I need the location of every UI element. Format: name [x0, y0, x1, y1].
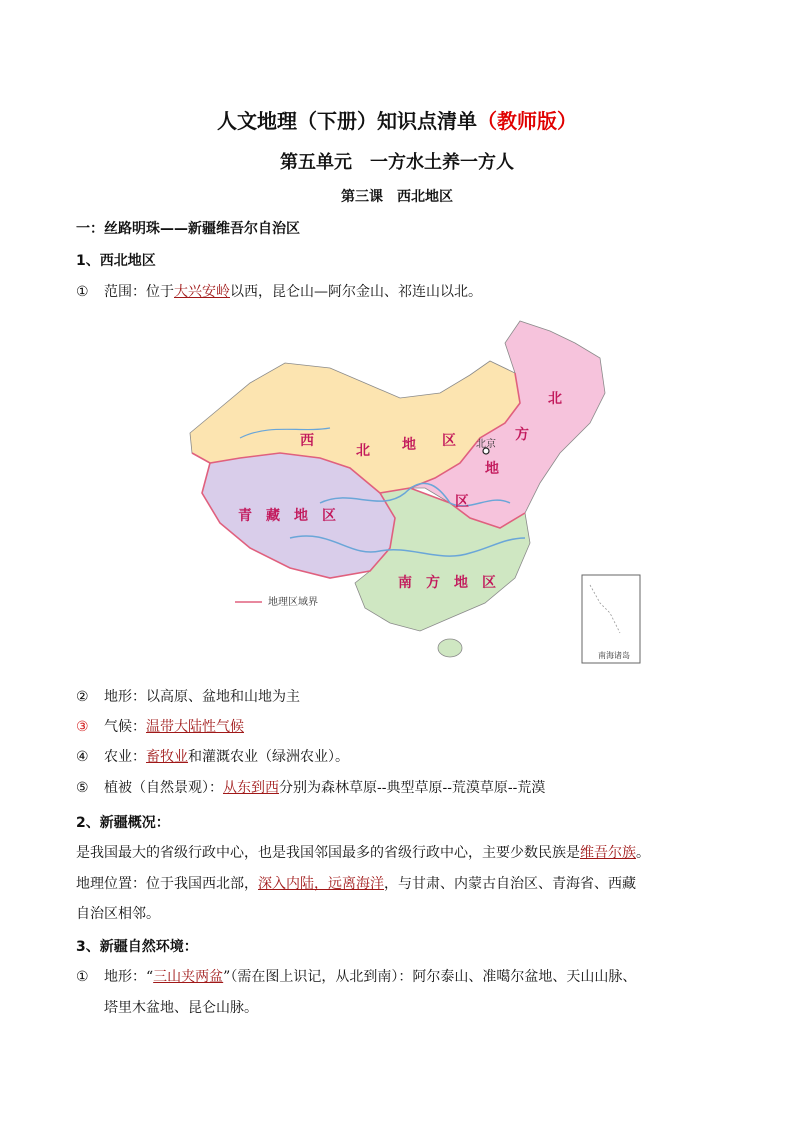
item-range: [76, 281, 482, 301]
label-north-1: 北: [548, 391, 562, 407]
item-number: ②: [76, 689, 89, 705]
para-text: ，与甘肃、内蒙古自治区、青海省、西藏: [384, 876, 636, 892]
item-agriculture: [76, 746, 349, 766]
legend-label: 地理区域界: [268, 597, 318, 608]
para-text: 是我国最大的省级行政中心，也是我国邻国最多的省级行政中心，主要少数民族是: [76, 845, 580, 861]
china-region-map: [180, 313, 650, 673]
item-number: ①: [76, 284, 89, 300]
item-vegetation: [76, 777, 545, 797]
para-text: 地理位置：位于我国西北部，: [76, 876, 258, 892]
label-north-3: 地: [485, 461, 499, 477]
item-text: 以西，昆仑山—阿尔金山、祁连山以北。: [230, 284, 482, 300]
label-north-4: 区: [455, 494, 469, 510]
item-text: 地形：以高原、盆地和山地为主: [104, 689, 300, 705]
label-north-2: 方: [515, 427, 529, 443]
label-northwest-3: 地: [402, 437, 416, 453]
map-svg: [180, 313, 650, 673]
lesson-heading: 第三课 西北地区: [341, 189, 453, 205]
item-text: 植被（自然景观）：: [104, 780, 223, 796]
subheading-1: 1、西北地区: [76, 253, 156, 269]
item-highlight: 三山夹两盆: [153, 969, 224, 985]
item-text: 分别为森林草原--典型草原--荒漠草原--荒漠: [279, 780, 546, 796]
label-northwest-2: 北: [356, 443, 370, 459]
item-climate: [76, 716, 244, 736]
para-highlight: 深入内陆，远离海洋: [258, 876, 384, 892]
item-xinjiang-terrain-cont: 塔里木盆地、昆仑山脉。: [104, 1000, 258, 1016]
label-nanfang: 南 方 地 区: [398, 575, 496, 591]
title-highlight: （教师版）: [477, 109, 577, 133]
section-heading: 一：丝路明珠——新疆维吾尔自治区: [76, 221, 300, 237]
item-highlight: 从东到西: [223, 780, 279, 796]
item-text: 和灌溉农业（绿洲农业）。: [188, 749, 349, 765]
item-highlight: 温带大陆性气候: [146, 719, 244, 735]
para-text: 。: [636, 845, 650, 861]
item-xinjiang-terrain: [76, 966, 636, 986]
item-highlight: 畜牧业: [146, 749, 188, 765]
subheading-3: 3、新疆自然环境：: [76, 939, 198, 955]
para-location: [76, 873, 636, 893]
item-highlight: 大兴安岭: [174, 284, 230, 300]
label-northwest-4: 区: [442, 433, 456, 449]
item-text: ”（需在图上识记，从北到南）：阿尔泰山、准噶尔盆地、天山山脉、: [223, 969, 637, 985]
title-main: 人文地理（下册）知识点清单: [217, 109, 477, 133]
region-hainan: [438, 639, 462, 657]
item-text: 地形：“: [104, 969, 154, 985]
item-text: 范围：位于: [104, 284, 174, 300]
item-number: ⑤: [76, 780, 89, 796]
para-location-cont: 自治区相邻。: [76, 906, 160, 922]
page-title: [0, 105, 794, 134]
label-inset: 南海诸岛: [598, 651, 630, 660]
item-number: ④: [76, 749, 89, 765]
unit-heading: 第五单元 一方水土养一方人: [280, 152, 514, 173]
para-highlight: 维吾尔族: [580, 845, 636, 861]
item-text: 农业：: [104, 749, 146, 765]
item-terrain: [76, 686, 300, 706]
inset-frame: [582, 575, 640, 663]
subheading-2: 2、新疆概况：: [76, 815, 170, 831]
item-number: ①: [76, 969, 89, 985]
label-qingzang: 青 藏 地 区: [238, 508, 336, 524]
label-beijing: 北京: [476, 439, 496, 450]
para-overview: [76, 842, 650, 862]
label-northwest-1: 西: [300, 433, 314, 449]
item-text: 气候：: [104, 719, 146, 735]
item-number: ③: [76, 719, 89, 735]
